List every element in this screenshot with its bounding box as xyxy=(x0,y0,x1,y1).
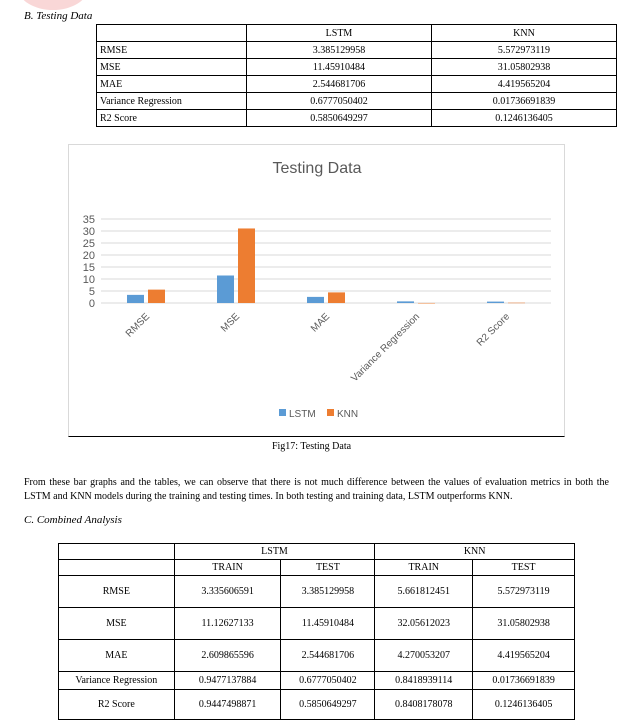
chart-legend xyxy=(279,409,358,420)
x-tick-label: Variance Regression xyxy=(349,311,423,385)
y-tick-label: 5 xyxy=(88,286,95,298)
knn-value-cell: 4.419565204 xyxy=(432,76,617,93)
y-tick-label: 10 xyxy=(82,274,95,286)
knn-value-cell: 5.572973119 xyxy=(432,42,617,59)
value-cell: 0.6777050402 xyxy=(281,672,375,690)
value-cell: 2.609865596 xyxy=(174,640,281,672)
header-cell-lstm: LSTM xyxy=(247,25,432,42)
bar-chart-svg xyxy=(69,145,564,436)
lstm-value-cell: 0.5850649297 xyxy=(247,110,432,127)
bar-knn-2 xyxy=(328,292,345,303)
value-cell: 0.9477137884 xyxy=(174,672,281,690)
bar-knn-4 xyxy=(508,303,525,304)
combined-analysis-table xyxy=(58,543,575,720)
x-tick-label: MAE xyxy=(309,311,333,335)
y-tick-label: 25 xyxy=(82,238,95,250)
x-tick-label: R2 Score xyxy=(474,311,513,349)
bar-knn-3 xyxy=(418,303,435,304)
value-cell: 5.661812451 xyxy=(375,576,473,608)
metric-cell: MAE xyxy=(59,640,175,672)
knn-value-cell: 0.1246136405 xyxy=(432,110,617,127)
bar-knn-0 xyxy=(148,290,165,303)
chart-gridlines xyxy=(101,219,551,303)
lstm-test-header: TEST xyxy=(281,560,375,576)
knn-value-cell: 31.05802938 xyxy=(432,59,617,76)
metric-cell: RMSE xyxy=(59,576,175,608)
value-cell: 31.05802938 xyxy=(473,608,575,640)
value-cell: 11.45910484 xyxy=(281,608,375,640)
y-tick-label: 15 xyxy=(82,262,95,274)
metric-cell: MSE xyxy=(97,59,247,76)
y-axis-ticks xyxy=(83,214,95,310)
section-b-heading: B. Testing Data xyxy=(24,10,93,22)
lstm-train-header: TRAIN xyxy=(174,560,281,576)
value-cell: 0.01736691839 xyxy=(473,672,575,690)
value-cell: 5.572973119 xyxy=(473,576,575,608)
table-row xyxy=(97,42,617,59)
y-tick-label: 30 xyxy=(82,226,95,238)
section-c-heading: C. Combined Analysis xyxy=(24,514,122,526)
bar-knn-1 xyxy=(238,228,255,303)
value-cell: 0.9447498871 xyxy=(174,690,281,720)
split-header-row xyxy=(59,560,575,576)
table-row xyxy=(97,76,617,93)
metric-cell: Variance Regression xyxy=(97,93,247,110)
y-tick-label: 20 xyxy=(82,250,95,262)
value-cell: 0.1246136405 xyxy=(473,690,575,720)
bar-lstm-2 xyxy=(307,297,324,303)
testing-data-chart xyxy=(68,144,565,437)
blank-header-cell xyxy=(59,544,175,560)
knn-value-cell: 0.01736691839 xyxy=(432,93,617,110)
x-axis-labels xyxy=(124,311,513,384)
metric-cell: R2 Score xyxy=(97,110,247,127)
legend-swatch-lstm xyxy=(279,409,286,416)
testing-data-table xyxy=(96,24,617,127)
body-paragraph: From these bar graphs and the tables, we can observe that there is not much difference between the values of evaluation metrics in both the LSTM and KNN models during the training and testing times. In both testing and training data, LSTM outperforms KNN. xyxy=(24,477,609,502)
metric-cell: R2 Score xyxy=(59,690,175,720)
value-cell: 3.335606591 xyxy=(174,576,281,608)
table-row xyxy=(59,576,575,608)
figure-caption: Fig17: Testing Data xyxy=(271,441,352,452)
model-header-row xyxy=(59,544,575,560)
lstm-value-cell: 0.6777050402 xyxy=(247,93,432,110)
table-row xyxy=(59,608,575,640)
value-cell: 2.544681706 xyxy=(281,640,375,672)
value-cell: 3.385129958 xyxy=(281,576,375,608)
bar-lstm-0 xyxy=(127,295,144,303)
lstm-value-cell: 11.45910484 xyxy=(247,59,432,76)
value-cell: 32.05612023 xyxy=(375,608,473,640)
legend-label-lstm: LSTM xyxy=(289,409,316,420)
metric-cell: Variance Regression xyxy=(59,672,175,690)
lstm-group-header: LSTM xyxy=(174,544,375,560)
bar-lstm-3 xyxy=(397,301,414,303)
metric-cell: RMSE xyxy=(97,42,247,59)
knn-group-header: KNN xyxy=(375,544,575,560)
legend-swatch-knn xyxy=(327,409,334,416)
value-cell: 0.5850649297 xyxy=(281,690,375,720)
metric-cell: MSE xyxy=(59,608,175,640)
table-row xyxy=(59,672,575,690)
legend-label-knn: KNN xyxy=(337,409,359,420)
value-cell: 4.270053207 xyxy=(375,640,473,672)
header-cell-knn: KNN xyxy=(432,25,617,42)
metric-cell: MAE xyxy=(97,76,247,93)
value-cell: 4.419565204 xyxy=(473,640,575,672)
x-tick-label: RMSE xyxy=(123,311,153,340)
corner-decoration xyxy=(18,0,88,10)
table-row xyxy=(97,59,617,76)
header-cell-blank xyxy=(97,25,247,42)
bar-lstm-1 xyxy=(217,275,234,303)
table-header-row xyxy=(97,25,617,42)
lstm-value-cell: 3.385129958 xyxy=(247,42,432,59)
table-row xyxy=(59,640,575,672)
y-tick-label: 0 xyxy=(88,298,95,310)
chart-bars xyxy=(127,228,525,303)
knn-train-header: TRAIN xyxy=(375,560,473,576)
knn-test-header: TEST xyxy=(473,560,575,576)
y-tick-label: 35 xyxy=(82,214,95,226)
blank-header-cell xyxy=(59,560,175,576)
value-cell: 11.12627133 xyxy=(174,608,281,640)
table-row xyxy=(97,110,617,127)
x-tick-label: MSE xyxy=(219,311,243,335)
value-cell: 0.8408178078 xyxy=(375,690,473,720)
bar-lstm-4 xyxy=(487,302,504,303)
lstm-value-cell: 2.544681706 xyxy=(247,76,432,93)
table-row xyxy=(97,93,617,110)
chart-title: Testing Data xyxy=(272,160,362,177)
value-cell: 0.8418939114 xyxy=(375,672,473,690)
table-row xyxy=(59,690,575,720)
